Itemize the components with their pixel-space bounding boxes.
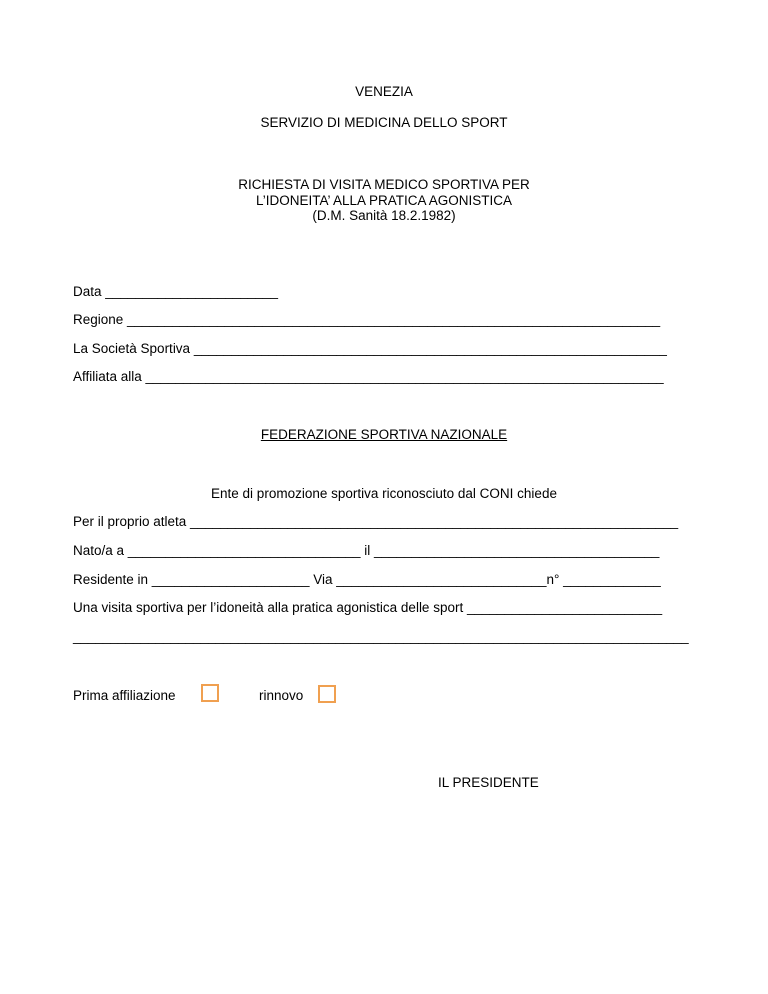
city-heading: VENEZIA (355, 84, 413, 99)
federation-title: FEDERAZIONE SPORTIVA NAZIONALE (260, 427, 508, 442)
affiliata-field[interactable]: Affiliata alla _____________________________________________________________________ (73, 369, 664, 384)
residente-field[interactable]: Residente in _____________________ Via ____________________________n° _____________ (73, 572, 661, 587)
title-line-1: RICHIESTA DI VISITA MEDICO SPORTIVA PER (238, 177, 530, 192)
president-signature-label: IL PRESIDENTE (438, 775, 539, 790)
rinnovo-checkbox[interactable] (318, 685, 336, 703)
societa-field[interactable]: La Società Sportiva _______________________________________________________________ (73, 341, 667, 356)
visita-field[interactable]: Una visita sportiva per l’idoneità alla pratica agonistica delle sport __________________________ (73, 600, 663, 615)
extra-line-field[interactable]: __________________________________________________________________________________ (73, 629, 689, 644)
regione-field[interactable]: Regione _______________________________________________________________________ (73, 312, 661, 327)
ente-text: Ente di promozione sportiva riconosciuto dal CONI chiede (211, 486, 557, 501)
nato-field[interactable]: Nato/a a _______________________________ il ______________________________________ (73, 543, 660, 558)
title-line-2: L’IDONEITA’ ALLA PRATICA AGONISTICA (255, 193, 513, 208)
service-heading: SERVIZIO DI MEDICINA DELLO SPORT (260, 115, 508, 130)
rinnovo-label: rinnovo (259, 688, 304, 703)
atleta-field[interactable]: Per il proprio atleta _________________________________________________________________ (73, 514, 679, 529)
prima-affiliazione-label: Prima affiliazione (73, 688, 176, 703)
data-field[interactable]: Data _______________________ (73, 284, 278, 299)
prima-affiliazione-checkbox[interactable] (201, 684, 219, 702)
title-line-3: (D.M. Sanità 18.2.1982) (312, 208, 456, 223)
